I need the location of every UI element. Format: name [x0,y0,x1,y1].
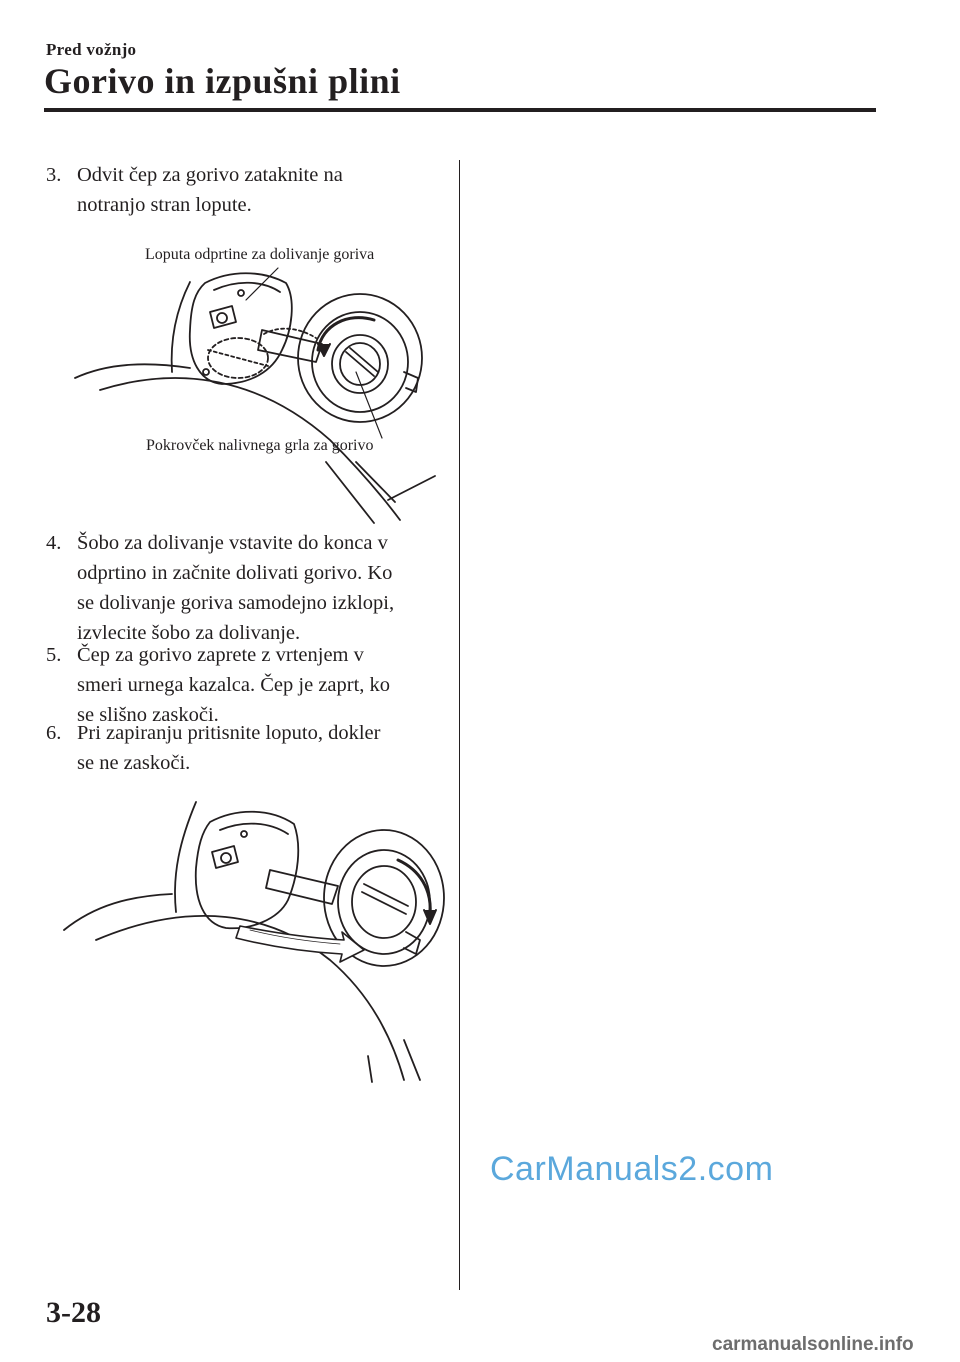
page-number: 3-28 [46,1296,101,1329]
step-text: Čep za gorivo zaprete z vrtenjem v smeri urnega kazalca. Čep je zaprt, ko se slišno zaskoči. [77,644,391,726]
step-text: Šobo za dolivanje vstavite do konca v odprtino in začnite dolivati gorivo. Ko se dolivanje goriva samodejno izklopi, izvlecite šobo za dolivanje. [77,532,395,644]
step-number: 6. [46,722,62,744]
step-text: Odvit čep za gorivo zataknite na notranjo stran lopute. [77,164,343,216]
page-title: Gorivo in izpušni plini [44,61,401,101]
step-number: 5. [46,644,62,666]
watermark-logo: CarManuals2.com [490,1150,774,1188]
section-label: Pred vožnjo [46,40,137,59]
watermark-site: carmanualsonline.info [712,1334,914,1355]
step-number: 4. [46,532,62,554]
fuel-flap-illustration-2 [0,0,460,1100]
step-number: 3. [46,164,62,186]
callout-fuel-flap: Loputa odprtine za dolivanje goriva [145,246,375,263]
callout-filler-cap: Pokrovček nalivnega grla za gorivo [146,437,374,454]
step-text: Pri zapiranju pritisnite loputo, dokler se ne zaskoči. [77,722,381,774]
